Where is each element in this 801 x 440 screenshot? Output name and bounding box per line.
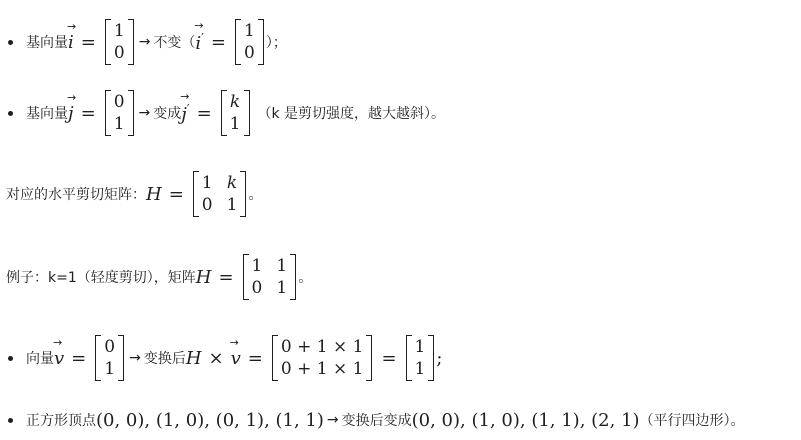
equals: = [71,347,87,369]
vector-j: → j [67,90,77,124]
matrix-cell: 0 [104,337,116,357]
matrix-cell: 1 [244,21,255,41]
text: （平行四边形）。 [639,413,745,429]
matrix-cell: 1 [414,359,426,379]
matrix-cell: 1 [414,337,426,357]
basis-i-line [26,18,287,66]
equals: = [218,266,234,288]
matrix-cell: 1 [113,21,125,41]
text: 变换后变成 [341,413,412,429]
matrix-cell: 1 [113,114,125,134]
vertex-list: (0, 0), (1, 0), (1, 1), (2, 1) [411,409,640,431]
matrix-cell: 0 [201,195,213,215]
equals: = [80,102,96,124]
bullet [8,418,13,423]
text: 。 [248,187,263,203]
equals: = [247,347,263,369]
matrix-cell: k [229,92,241,112]
text: 正方形顶点 [26,413,96,429]
text: 例子：k=1（轻度剪切），矩阵 [6,270,196,286]
matrix [221,90,250,136]
bullet [8,111,13,116]
text: ）； [265,35,287,51]
matrix-cell: 0 [251,278,263,298]
vector-transform-line [26,334,442,382]
arrow: → [129,350,141,366]
matrix [193,171,247,217]
vector-arrow-icon: → [67,90,77,104]
matrix-cell: 0 [113,92,125,112]
text: 基向量 [26,106,68,122]
vector-i: → i [67,19,77,53]
shear-matrix-line [6,170,262,218]
basis-j-line [26,89,445,137]
text: 不变 [153,35,182,51]
vector-arrow-icon: → [194,18,204,32]
matrix-cell: 0 [113,43,125,63]
matrix-cell: 1 [226,195,238,215]
vector-arrow-icon: → [67,19,77,33]
text: 变成 [153,106,182,122]
matrix [105,19,134,65]
text: ; [436,347,443,369]
vector-v: → v [53,335,65,369]
vertex-list: (0, 0), (1, 0), (0, 1), (1, 1) [96,409,324,431]
vector-arrow-icon: → [53,335,63,349]
text: 对应的水平剪切矩阵： [6,187,146,203]
matrix [95,335,124,381]
matrix-cell: 1 [201,173,213,193]
text: 变换后 [143,351,186,367]
equals: = [196,102,212,124]
text: 基向量 [26,35,68,51]
text: 。 [298,270,313,286]
matrix-cell: 0 + 1 × 1 [280,337,364,357]
times: × [208,347,224,369]
matrix-cell: k [226,173,238,193]
matrix [406,335,435,381]
vector-i-prime: → i′ [194,18,204,54]
vector-arrow-icon: → [229,335,239,349]
matrix-cell: 1 [251,256,263,276]
vector-v: → v [229,335,241,369]
arrow: → [326,412,339,428]
matrix-symbol: H [195,266,212,288]
matrix [235,19,264,65]
equals: = [168,183,184,205]
square-vertices-line [26,406,745,434]
equals: = [80,31,96,53]
matrix [243,254,297,300]
vector-arrow-icon: → [180,89,190,103]
matrix-cell: 1 [276,278,288,298]
matrix-symbol: H [146,183,162,205]
example-line [6,253,312,301]
matrix-cell: 0 + 1 × 1 [280,359,364,379]
vector-j-prime: → j′ [180,89,190,125]
matrix-cell: 1 [229,114,241,134]
bullet [8,40,13,45]
matrix [105,90,134,136]
equals: = [381,347,397,369]
text: 向量 [26,351,54,367]
matrix [272,335,373,381]
matrix-cell: 1 [104,359,116,379]
arrow: → [138,105,151,121]
paren: （ [181,35,196,51]
arrow: → [138,34,151,50]
text: （k 是剪切强度，越大越斜）。 [257,106,446,122]
equals: = [210,31,227,53]
bullet [8,356,13,361]
matrix-symbol: H [185,347,202,369]
matrix-cell: 1 [276,256,288,276]
matrix-cell: 0 [244,43,255,63]
